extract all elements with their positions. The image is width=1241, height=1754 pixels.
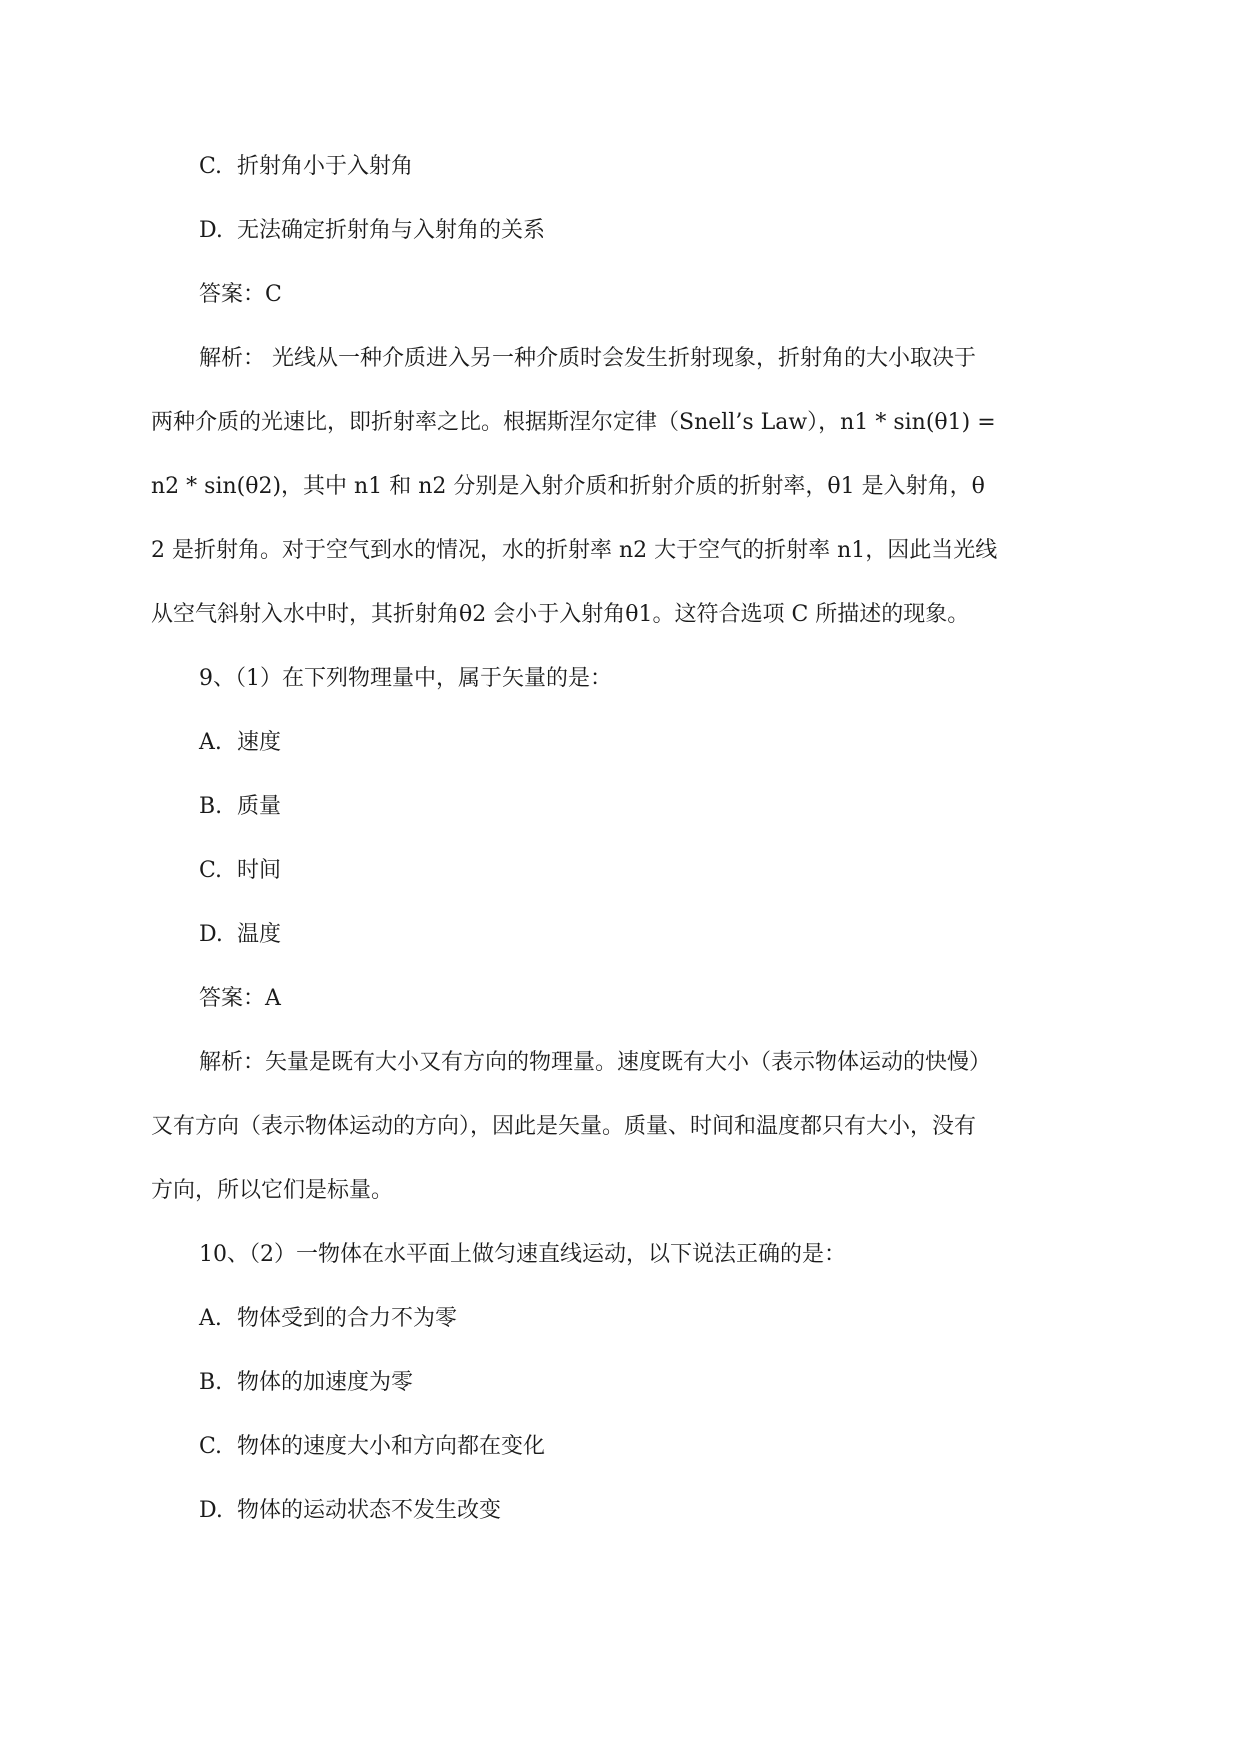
q9-analysis-line-3: 方向，所以它们是标量。 — [151, 1178, 394, 1203]
option-text: 速度 — [237, 730, 282, 755]
option-text: 温度 — [237, 922, 282, 947]
q10-option-b — [199, 1368, 413, 1398]
option-text: 物体的运动状态不发生改变 — [237, 1498, 502, 1523]
q8-option-c — [199, 152, 413, 182]
q9-option-c — [199, 856, 281, 886]
q8-option-d — [199, 216, 545, 246]
option-letter: D. — [199, 1498, 223, 1523]
option-text: 质量 — [237, 794, 282, 819]
q10-option-c — [199, 1432, 545, 1462]
q8-analysis-line-4: 2 是折射角。对于空气到水的情况，水的折射率 n2 大于空气的折射率 n1，因此当光线 — [151, 538, 998, 563]
q9-stem: 9、（1）在下列物理量中，属于矢量的是： — [199, 666, 612, 691]
q9-analysis-line-1: 解析：矢量是既有大小又有方向的物理量。速度既有大小（表示物体运动的快慢） — [199, 1050, 992, 1075]
option-letter: B. — [199, 1370, 223, 1395]
option-letter: D. — [199, 218, 223, 243]
option-letter: A. — [199, 1306, 222, 1331]
option-letter: B. — [199, 794, 223, 819]
q9-answer: 答案：A — [199, 986, 281, 1011]
option-letter: D. — [199, 922, 223, 947]
q8-analysis-line-5: 从空气斜射入水中时，其折射角θ2 会小于入射角θ1。这符合选项 C 所描述的现象。 — [151, 602, 970, 627]
q9-analysis-line-2: 又有方向（表示物体运动的方向），因此是矢量。质量、时间和温度都只有大小，没有 — [151, 1114, 977, 1139]
q9-option-b — [199, 792, 281, 822]
q8-answer: 答案：C — [199, 282, 282, 307]
option-letter: C. — [199, 858, 223, 883]
q10-option-d — [199, 1496, 501, 1526]
option-text: 物体受到的合力不为零 — [237, 1306, 458, 1331]
q10-stem: 10、（2）一物体在水平面上做匀速直线运动，以下说法正确的是： — [199, 1242, 846, 1267]
option-letter: C. — [199, 1434, 223, 1459]
option-text: 折射角小于入射角 — [237, 154, 414, 179]
q8-analysis-line-1: 解析： 光线从一种介质进入另一种介质时会发生折射现象，折射角的大小取决于 — [199, 346, 976, 371]
option-text: 无法确定折射角与入射角的关系 — [237, 218, 546, 243]
option-letter: A. — [199, 730, 222, 755]
option-text: 物体的速度大小和方向都在变化 — [237, 1434, 546, 1459]
q9-option-a — [199, 728, 281, 758]
q9-option-d — [199, 920, 281, 950]
q8-analysis-line-2: 两种介质的光速比，即折射率之比。根据斯涅尔定律（Snell’s Law），n1 * sin(θ1) = — [151, 410, 996, 435]
q10-option-a — [199, 1304, 457, 1334]
option-letter: C. — [199, 154, 223, 179]
option-text: 时间 — [237, 858, 282, 883]
option-text: 物体的加速度为零 — [237, 1370, 414, 1395]
q8-analysis-line-3: n2 * sin(θ2)，其中 n1 和 n2 分别是入射介质和折射介质的折射率，θ1 是入射角，θ — [151, 474, 985, 499]
